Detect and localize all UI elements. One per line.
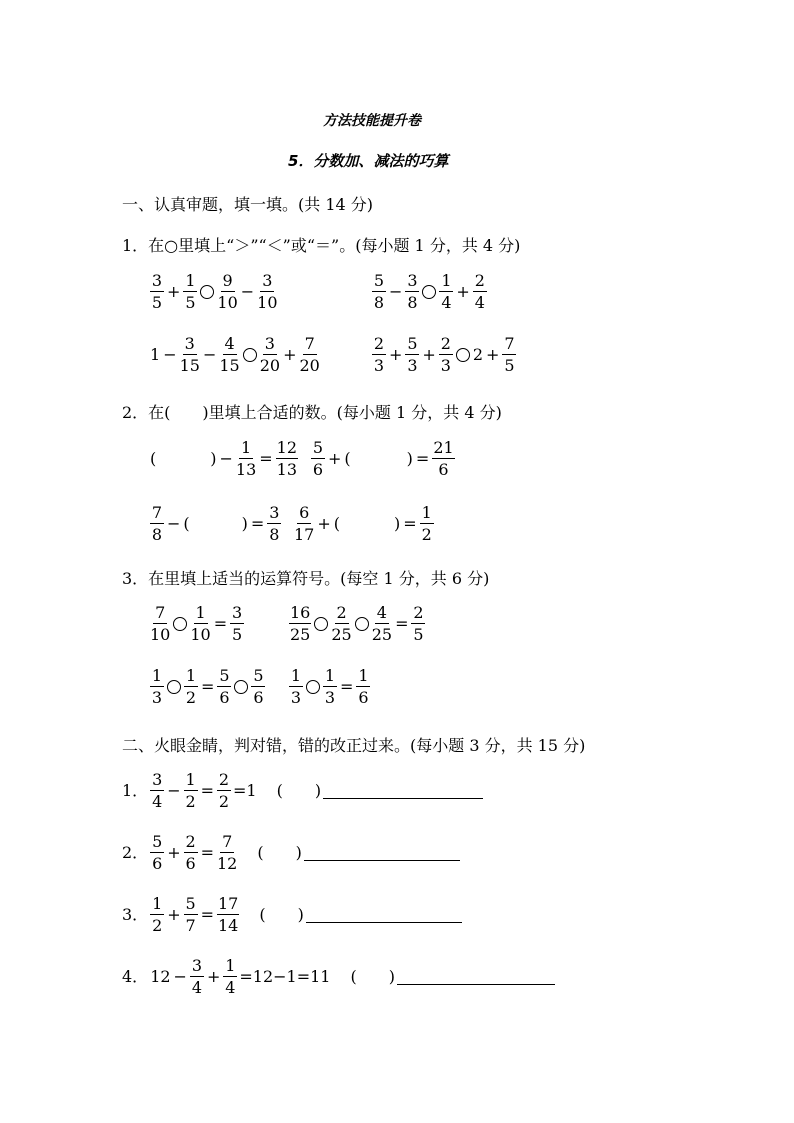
denominator: 2 — [185, 792, 196, 811]
operator-circle[interactable] — [355, 617, 369, 631]
denominator: 4 — [474, 293, 485, 312]
correction-line[interactable] — [306, 908, 462, 923]
denominator: 10 — [217, 293, 238, 312]
numerator: 4 — [376, 603, 387, 622]
denominator: 25 — [290, 625, 311, 644]
paren-close: ) — [406, 449, 413, 468]
operator: + — [206, 967, 221, 986]
paren-open: ( — [150, 449, 157, 468]
numerator: 1 — [151, 666, 163, 685]
item-number: 1． — [122, 781, 149, 800]
denominator: 10 — [257, 293, 278, 312]
paren-close: ) — [210, 449, 217, 468]
correction-line[interactable] — [304, 846, 460, 861]
operator: + — [389, 345, 403, 364]
denominator: 5 — [504, 356, 515, 375]
equals-sign: = — [250, 514, 265, 533]
paren-open: ( — [344, 449, 351, 468]
judge-paren[interactable]: ( ) — [276, 781, 322, 800]
numerator: 2 — [440, 334, 451, 353]
numerator: 1 — [441, 271, 452, 290]
numerator: 1 — [195, 603, 206, 622]
q2-expression-2 — [311, 440, 455, 478]
numerator: 2 — [373, 334, 385, 353]
q1-expression-4 — [372, 336, 516, 374]
correction-line[interactable] — [323, 784, 483, 799]
denominator: 8 — [373, 293, 385, 312]
equals-sign: = — [200, 843, 214, 862]
operator: − — [219, 449, 233, 468]
numerator: 5 — [253, 666, 264, 685]
fraction — [311, 440, 325, 478]
denominator: 6 — [152, 854, 163, 873]
q2-expression-3 — [150, 505, 281, 543]
numerator: 7 — [151, 503, 163, 522]
fraction — [257, 273, 277, 311]
denominator: 4 — [441, 293, 452, 312]
section2-heading: 二、火眼金睛，判对错，错的改正过来。(每小题 3 分，共 15 分) — [122, 736, 586, 755]
fraction — [276, 440, 298, 478]
denominator: 3 — [290, 688, 302, 707]
denominator: 12 — [217, 854, 238, 873]
denominator: 7 — [185, 916, 196, 935]
fraction — [150, 834, 164, 872]
numerator: 21 — [433, 438, 454, 457]
fraction — [294, 505, 314, 543]
denominator: 2 — [421, 525, 432, 544]
fraction — [372, 605, 392, 643]
item-number: 2． — [122, 843, 149, 862]
operator: − — [173, 967, 187, 986]
fraction — [180, 336, 200, 374]
fraction — [439, 336, 453, 374]
denominator: 6 — [312, 460, 324, 479]
denominator: 25 — [371, 625, 393, 644]
fraction — [411, 605, 425, 643]
fraction — [289, 668, 303, 706]
denominator: 13 — [276, 460, 298, 479]
q3-expression-3 — [150, 668, 265, 706]
whole-number: 2 — [472, 345, 483, 364]
fraction — [217, 668, 231, 706]
operator: − — [167, 514, 181, 533]
denominator: 3 — [373, 356, 385, 375]
denominator: 15 — [179, 356, 200, 375]
fraction — [184, 668, 198, 706]
denominator: 20 — [259, 356, 281, 375]
denominator: 3 — [324, 688, 336, 707]
denominator: 4 — [225, 978, 236, 997]
numerator: 3 — [269, 503, 280, 522]
numerator: 3 — [151, 271, 163, 290]
fraction — [150, 772, 164, 810]
operator-circle[interactable] — [234, 680, 248, 694]
paren-open: ( — [333, 514, 341, 533]
item-number: 4． — [122, 967, 149, 986]
answer-circle[interactable] — [456, 348, 470, 362]
denominator: 20 — [299, 356, 320, 375]
q3-prompt: 3．在里填上适当的运算符号。(每空 1 分，共 6 分) — [122, 569, 490, 588]
numerator: 3 — [152, 770, 163, 789]
numerator: 5 — [219, 666, 230, 685]
operator: + — [456, 282, 470, 301]
denominator: 15 — [219, 356, 240, 375]
fraction — [150, 605, 170, 643]
operator: + — [486, 345, 500, 364]
item-number: 3． — [122, 905, 149, 924]
fraction — [439, 273, 453, 311]
denominator: 3 — [151, 688, 163, 707]
paren-open: ( — [183, 514, 190, 533]
fraction — [184, 896, 198, 934]
q1-expression-3 — [150, 336, 320, 374]
numerator: 7 — [155, 603, 166, 622]
equals-sign: = — [213, 614, 228, 633]
fraction — [405, 273, 419, 311]
operator: + — [283, 345, 297, 364]
denominator: 6 — [438, 460, 449, 479]
numerator: 5 — [185, 894, 196, 913]
fraction — [299, 336, 319, 374]
numerator: 3 — [191, 956, 203, 975]
numerator: 5 — [152, 832, 163, 851]
denominator: 5 — [151, 293, 163, 312]
numerator: 12 — [276, 438, 298, 457]
numerator: 3 — [232, 603, 243, 622]
denominator: 6 — [253, 688, 264, 707]
fraction — [183, 273, 197, 311]
numerator: 1 — [358, 666, 369, 685]
q2-expression-1 — [150, 440, 298, 478]
paren-close: ) — [394, 514, 401, 533]
numerator: 6 — [299, 503, 310, 522]
numerator: 1 — [324, 666, 336, 685]
denominator: 3 — [440, 356, 451, 375]
numerator: 2 — [336, 603, 347, 622]
fraction — [150, 668, 164, 706]
fraction — [502, 336, 516, 374]
fraction — [150, 505, 164, 543]
judge-paren[interactable]: ( ) — [259, 905, 304, 924]
equals-sign: = — [403, 514, 417, 533]
denominator: 6 — [219, 688, 230, 707]
fraction — [217, 772, 231, 810]
denominator: 8 — [269, 525, 280, 544]
q2-expression-4 — [294, 505, 434, 543]
operator: + — [328, 449, 342, 468]
denominator: 13 — [235, 460, 257, 479]
denominator: 25 — [331, 625, 352, 644]
operator: − — [163, 345, 177, 364]
denominator: 6 — [358, 688, 369, 707]
answer-circle[interactable] — [243, 348, 257, 362]
answer-circle[interactable] — [200, 285, 214, 299]
fraction — [289, 605, 311, 643]
denominator: 5 — [185, 293, 196, 312]
equals-sign: = — [415, 449, 430, 468]
fraction — [150, 896, 164, 934]
denominator: 10 — [190, 625, 211, 644]
numerator: 3 — [407, 271, 418, 290]
numerator: 5 — [407, 334, 418, 353]
fraction — [420, 505, 434, 543]
equals-sign: = — [259, 449, 273, 468]
numerator: 2 — [185, 832, 196, 851]
denominator: 6 — [185, 854, 196, 873]
expression-tail: =1 — [233, 781, 257, 800]
numerator: 3 — [264, 334, 275, 353]
numerator: 5 — [373, 271, 385, 290]
q2-prompt: 2．在( )里填上合适的数。(每小题 1 分，共 4 分) — [122, 403, 502, 422]
fraction — [260, 336, 280, 374]
fraction — [219, 336, 239, 374]
denominator: 2 — [218, 792, 230, 811]
denominator: 17 — [294, 525, 315, 544]
numerator: 1 — [185, 770, 196, 789]
numerator: 1 — [185, 271, 196, 290]
fraction — [217, 273, 237, 311]
numerator: 9 — [222, 271, 233, 290]
correction-line[interactable] — [397, 970, 555, 985]
fraction — [267, 505, 281, 543]
q3-expression-4 — [289, 668, 370, 706]
numerator: 2 — [474, 271, 485, 290]
operator: + — [167, 905, 181, 924]
exam-title: 方法技能提升卷 — [323, 113, 421, 129]
fraction — [184, 772, 198, 810]
numerator: 2 — [413, 603, 424, 622]
fraction — [432, 440, 454, 478]
numerator: 1 — [185, 666, 197, 685]
judge-paren[interactable]: ( ) — [350, 967, 395, 986]
equals-sign: = — [201, 677, 215, 696]
equals-sign: = — [200, 905, 214, 924]
numerator: 1 — [290, 666, 302, 685]
fraction — [236, 440, 256, 478]
fraction — [251, 668, 265, 706]
section1-heading: 一、认真审题，填一填。(共 14 分) — [122, 195, 374, 214]
operator: − — [167, 781, 181, 800]
numerator: 2 — [218, 770, 230, 789]
denominator: 5 — [413, 625, 424, 644]
numerator: 16 — [290, 603, 311, 622]
equals-sign: = — [395, 614, 409, 633]
fraction — [190, 958, 204, 996]
fraction — [356, 668, 370, 706]
fraction — [372, 273, 386, 311]
operator: − — [389, 282, 403, 301]
q1-expression-2 — [372, 273, 487, 311]
whole-number: 1 — [150, 345, 161, 364]
fraction — [217, 834, 237, 872]
fraction — [372, 336, 386, 374]
numerator: 1 — [152, 894, 163, 913]
operator-circle[interactable] — [167, 680, 181, 694]
numerator: 1 — [225, 956, 236, 975]
q3-expression-2 — [289, 605, 425, 643]
operator: + — [317, 514, 331, 533]
judge-paren[interactable]: ( ) — [257, 843, 302, 862]
expression-tail: =12−1=11 — [239, 967, 331, 986]
q1-expression-1 — [150, 273, 278, 311]
fraction — [150, 273, 164, 311]
numerator: 3 — [184, 334, 195, 353]
numerator: 5 — [312, 438, 324, 457]
operator: + — [167, 843, 181, 862]
denominator: 5 — [232, 625, 243, 644]
operator: + — [422, 345, 436, 364]
denominator: 10 — [150, 625, 171, 644]
operator: − — [240, 282, 255, 301]
denominator: 4 — [191, 978, 203, 997]
equals-sign: = — [200, 781, 214, 800]
operator-circle[interactable] — [173, 617, 187, 631]
fraction — [331, 605, 351, 643]
q3-expression-1 — [150, 605, 244, 643]
operator: − — [202, 345, 217, 364]
numerator: 7 — [304, 334, 315, 353]
fraction — [473, 273, 487, 311]
exam-subtitle: 5．分数加、减法的巧算 — [288, 152, 449, 170]
fraction — [190, 605, 210, 643]
equals-sign: = — [340, 677, 354, 696]
q1-prompt: 1．在○里填上“＞”“＜”或“＝”。(每小题 1 分，共 4 分) — [122, 236, 521, 255]
judge-item-3 — [122, 896, 462, 934]
paren-close: ) — [241, 514, 248, 533]
denominator: 2 — [152, 916, 163, 935]
denominator: 8 — [407, 293, 418, 312]
denominator: 2 — [185, 688, 197, 707]
numerator: 4 — [224, 334, 235, 353]
operator-circle[interactable] — [314, 617, 328, 631]
operator-circle[interactable] — [306, 680, 320, 694]
numerator: 1 — [421, 503, 432, 522]
denominator: 8 — [151, 525, 163, 544]
fraction — [405, 336, 419, 374]
fraction — [217, 896, 239, 934]
fraction — [323, 668, 337, 706]
denominator: 3 — [407, 356, 418, 375]
answer-circle[interactable] — [422, 285, 436, 299]
operator: + — [167, 282, 181, 301]
numerator: 7 — [222, 832, 233, 851]
judge-item-1 — [122, 772, 483, 810]
numerator: 3 — [262, 271, 273, 290]
numerator: 1 — [240, 438, 252, 457]
fraction — [223, 958, 237, 996]
denominator: 14 — [218, 916, 239, 935]
fraction — [230, 605, 244, 643]
numerator: 17 — [218, 894, 239, 913]
fraction — [184, 834, 198, 872]
judge-item-2 — [122, 834, 460, 872]
denominator: 4 — [152, 792, 163, 811]
judge-item-4 — [122, 958, 555, 996]
numerator: 7 — [504, 334, 515, 353]
whole-number: 12 — [150, 967, 171, 986]
